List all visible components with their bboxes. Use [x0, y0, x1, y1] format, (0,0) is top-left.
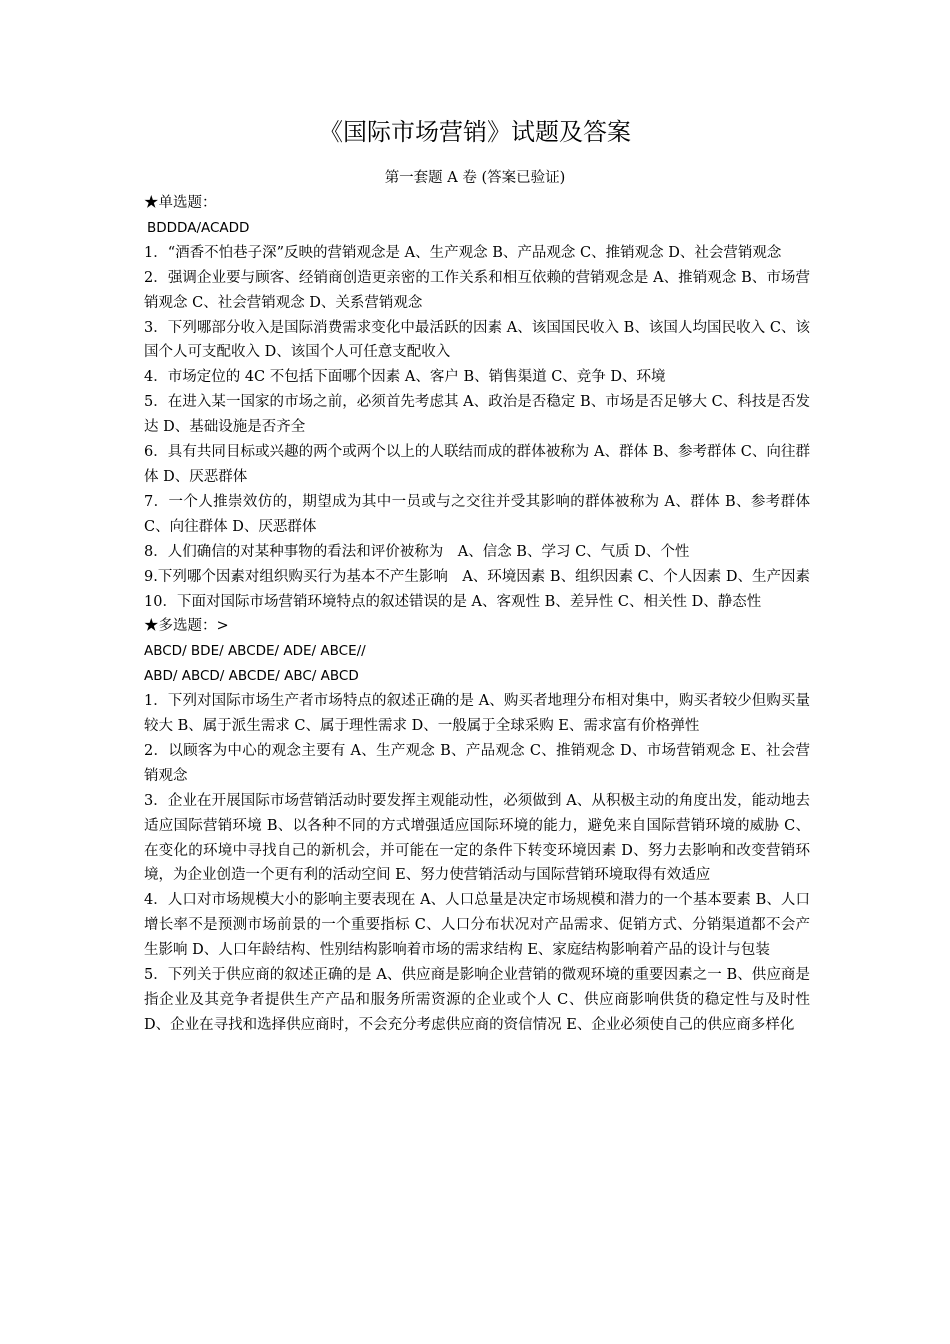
multi-choice-answer-key-2: ABD/ ABCD/ ABCDE/ ABC/ ABCD: [144, 668, 359, 685]
multi-question-1: 1．下列对国际市场生产者市场特点的叙述正确的是 A、购买者地理分布相对集中，购买者较少但购买量较大 B、属于派生需求 C、属于理性需求 D、一般属于全球采购 E、需求富有价格弹性: [144, 693, 810, 735]
single-question-3: 3．下列哪部分收入是国际消费需求变化中最活跃的因素 A、该国国民收入 B、该国人均国民收入 C、该国个人可支配收入 D、该国个人可任意支配收入: [144, 319, 810, 361]
multi-question-3: 3．企业在开展国际市场营销活动时要发挥主观能动性，必须做到 A、从积极主动的角度出发，能动地去适应国际营销环境 B、以各种不同的方式增强适应国际环境的能力，避免来自国际营销环境的威胁 C、在变化的环境中寻找自己的新机会，并可能在一定的条件下转变环境因素 D、努力去影响和改变营销环境，为企业创造一个更有利的活动空间 E、努力使营销活动与国际营销环境取得有效适应: [144, 792, 810, 884]
multi-question-2: 2．以顾客为中心的观念主要有 A、生产观念 B、产品观念 C、推销观念 D、市场营销观念 E、社会营销观念: [144, 742, 810, 784]
single-choice-heading: ★单选题：: [144, 195, 217, 211]
document-title: 《国际市场营销》试题及答案: [319, 118, 631, 146]
document-body: [144, 191, 810, 1038]
multi-choice-answer-key-1: ABCD/ BDE/ ABCDE/ ADE/ ABCE//: [144, 643, 366, 660]
single-question-10: 10．下面对国际市场营销环境特点的叙述错误的是 A、客观性 B、差异性 C、相关性 D、静态性: [144, 593, 762, 610]
single-question-5: 5．在进入某一国家的市场之前，必须首先考虑其 A、政治是否稳定 B、市场是否足够大 C、科技是否发达 D、基础设施是否齐全: [144, 394, 810, 436]
document-subtitle: 第一套题 A 卷 (答案已验证): [384, 170, 566, 186]
multi-question-5: 5．下列关于供应商的叙述正确的是 A、供应商是影响企业营销的微观环境的重要因素之一 B、供应商是指企业及其竞争者提供生产产品和服务所需资源的企业或个人 C、供应商影响供货的稳定性与及时性 D、企业在寻找和选择供应商时，不会充分考虑供应商的资信情况 E、企业必须使自己的供应商多样化: [144, 967, 810, 1033]
multi-choice-heading: ★多选题：>: [144, 618, 229, 635]
single-question-2: 2．强调企业要与顾客、经销商创造更亲密的工作关系和相互依赖的营销观念是 A、推销观念 B、市场营销观念 C、社会营销观念 D、关系营销观念: [144, 269, 810, 311]
single-choice-answer-key: BDDDA/ACADD: [147, 219, 250, 236]
single-question-8: 8．人们确信的对某种事物的看法和评价被称为 A、信念 B、学习 C、气质 D、个性: [144, 543, 690, 560]
single-question-7: 7．一个人推崇效仿的，期望成为其中一员或与之交往并受其影响的群体被称为 A、群体 B、参考群体 C、向往群体 D、厌恶群体: [144, 493, 810, 535]
single-question-4: 4．市场定位的 4C 不包括下面哪个因素 A、客户 B、销售渠道 C、竞争 D、环境: [144, 369, 666, 386]
single-question-1: 1．“酒香不怕巷子深”反映的营销观念是 A、生产观念 B、产品观念 C、推销观念 D、社会营销观念: [144, 244, 782, 261]
single-question-6: 6．具有共同目标或兴趣的两个或两个以上的人联结而成的群体被称为 A、群体 B、参考群体 C、向往群体 D、厌恶群体: [144, 444, 810, 485]
multi-question-4: 4．人口对市场规模大小的影响主要表现在 A、人口总量是决定市场规模和潜力的一个基本要素 B、人口增长率不是预测市场前景的一个重要指标 C、人口分布状况对产品需求、促销方式、分销渠道都不会产生影响 D、人口年龄结构、性别结构影响着市场的需求结构 E、家庭结构影响着产品的设计与包装: [144, 892, 810, 959]
single-question-9: 9.下列哪个因素对组织购买行为基本不产生影响 A、环境因素 B、组织因素 C、个人因素 D、生产因素: [144, 568, 811, 585]
